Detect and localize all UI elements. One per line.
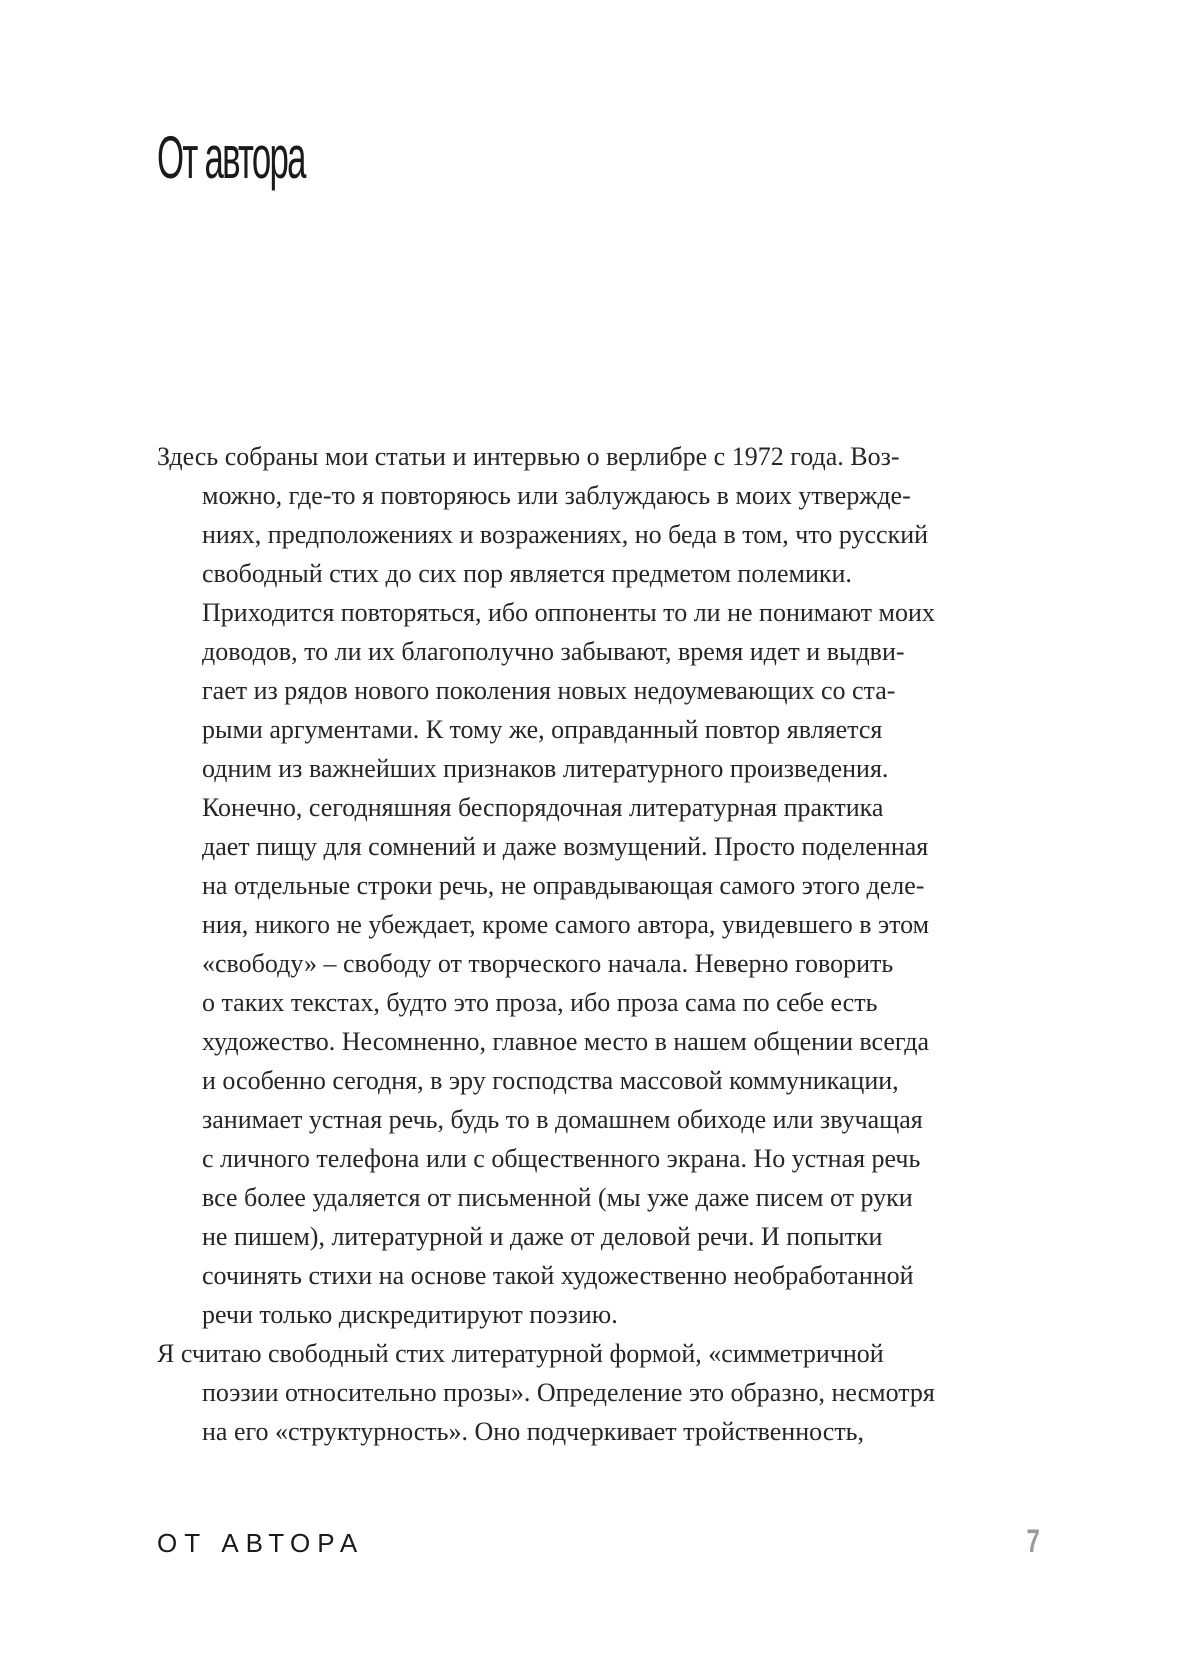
text-line: ния, никого не убеждает, кроме самого автора, увидевшего в этом bbox=[202, 910, 930, 939]
text-line: поэзии относительно прозы». Определение это образно, несмотря bbox=[202, 1378, 935, 1407]
text-line: все более удаляется от письменной (мы уже даже писем от руки bbox=[202, 1183, 913, 1212]
paragraph bbox=[157, 1334, 1057, 1451]
text-line: о таких текстах, будто это проза, ибо проза сама по себе есть bbox=[202, 988, 878, 1017]
text-line: на отдельные строки речь, не оправдывающая самого этого деле- bbox=[202, 871, 925, 900]
text-line: «свободу» – свободу от творческого начала. Неверно говорить bbox=[202, 949, 894, 978]
text-line: гает из рядов нового поколения новых недоумевающих со ста- bbox=[202, 676, 896, 705]
text-line: ниях, предположениях и возражениях, но беда в том, что русский bbox=[202, 520, 929, 549]
text-line: можно, где-то я повторяюсь или заблуждаюсь в моих утвержде- bbox=[202, 481, 911, 510]
text-line: рыми аргументами. К тому же, оправданный повтор является bbox=[202, 715, 883, 744]
paragraph bbox=[157, 437, 1057, 1334]
text-line: свободный стих до сих пор является предметом полемики. bbox=[202, 559, 852, 588]
text-line: Я считаю свободный стих литературной формой, «симметричной bbox=[157, 1339, 884, 1368]
text-line: одним из важнейших признаков литературного произведения. bbox=[202, 754, 889, 783]
chapter-title: От автора bbox=[157, 124, 305, 191]
text-line: сочинять стихи на основе такой художественно необработанной bbox=[202, 1261, 914, 1290]
page-number: 7 bbox=[1026, 1523, 1040, 1559]
text-line: не пишем), литературной и даже от деловой речи. И попытки bbox=[202, 1222, 883, 1251]
text-line: доводов, то ли их благополучно забывают, время идет и выдви- bbox=[202, 637, 905, 666]
text-line: занимает устная речь, будь то в домашнем обиходе или звучащая bbox=[202, 1105, 923, 1134]
text-line: Здесь собраны мои статьи и интервью о верлибре с 1972 года. Воз- bbox=[157, 442, 900, 471]
text-line: Приходится повторяться, ибо оппоненты то ли не понимают моих bbox=[202, 598, 935, 627]
text-line: с личного телефона или с общественного экрана. Но устная речь bbox=[202, 1144, 921, 1173]
text-line: дает пищу для сомнений и даже возмущений. Просто поделенная bbox=[202, 832, 929, 861]
running-head: ОТ АВТОРА bbox=[157, 1528, 365, 1558]
text-line: на его «структурность». Оно подчеркивает тройственность, bbox=[202, 1417, 865, 1446]
text-line: речи только дискредитируют поэзию. bbox=[202, 1300, 618, 1329]
text-line: художество. Несомненно, главное место в нашем общении всегда bbox=[202, 1027, 930, 1056]
text-line: Конечно, сегодняшняя беспорядочная литературная практика bbox=[202, 793, 884, 822]
text-line: и особенно сегодня, в эру господства массовой коммуникации, bbox=[202, 1066, 899, 1095]
body-text bbox=[157, 437, 1057, 1451]
